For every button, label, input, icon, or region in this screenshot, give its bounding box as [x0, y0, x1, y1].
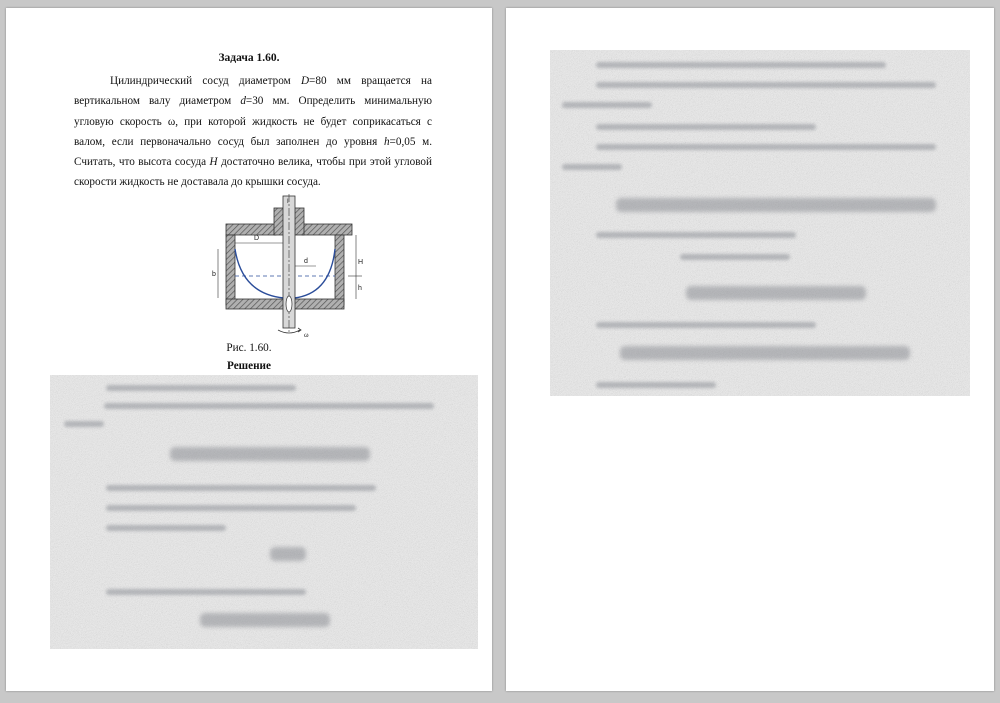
- text-part-1: Цилиндрический сосуд диаметром: [110, 75, 301, 87]
- var-d: d: [240, 95, 246, 108]
- var-D: D: [300, 75, 310, 87]
- text-part-3: =30 мм. Определить минимальную угловую скорость ω, при которой жидкость не будет соприкасаться с валом, если первоначально сосуд был заполнен до уровня: [74, 95, 432, 148]
- label-axis: I: [287, 199, 289, 205]
- document-page-2: [506, 8, 994, 691]
- task-title: Задача 1.60.: [218, 52, 280, 64]
- label-d: d: [304, 258, 308, 265]
- task-statement: [74, 71, 432, 193]
- wall-left: [226, 235, 235, 305]
- label-H: H: [358, 259, 364, 266]
- lid-left: [226, 224, 276, 235]
- figure-caption: Рис. 1.60.: [226, 342, 272, 354]
- label-b: b: [212, 271, 216, 278]
- document-page-1: [6, 8, 492, 691]
- text-part-4: =0,05 м. Считать, что высота сосуда: [74, 135, 433, 169]
- vessel-diagram: [212, 194, 366, 340]
- obscured-solution-region: [50, 375, 478, 649]
- lid-right: [302, 224, 352, 235]
- label-omega: ω: [304, 331, 309, 339]
- solution-heading: Решение: [227, 360, 271, 372]
- text-part-5: достаточно велика, чтобы при этой угловой скорости жидкость не доставала до крышки сосуда.: [74, 156, 432, 189]
- label-D: D: [254, 235, 260, 242]
- wall-right: [335, 235, 344, 305]
- noise-overlay: [50, 375, 478, 649]
- obscured-solution-continuation: [550, 50, 970, 396]
- label-h: h: [358, 285, 362, 292]
- var-h: h: [383, 135, 390, 148]
- text-part-2: =80 мм вращается на вертикальном валу диаметром: [74, 75, 432, 108]
- var-H: H: [209, 156, 218, 169]
